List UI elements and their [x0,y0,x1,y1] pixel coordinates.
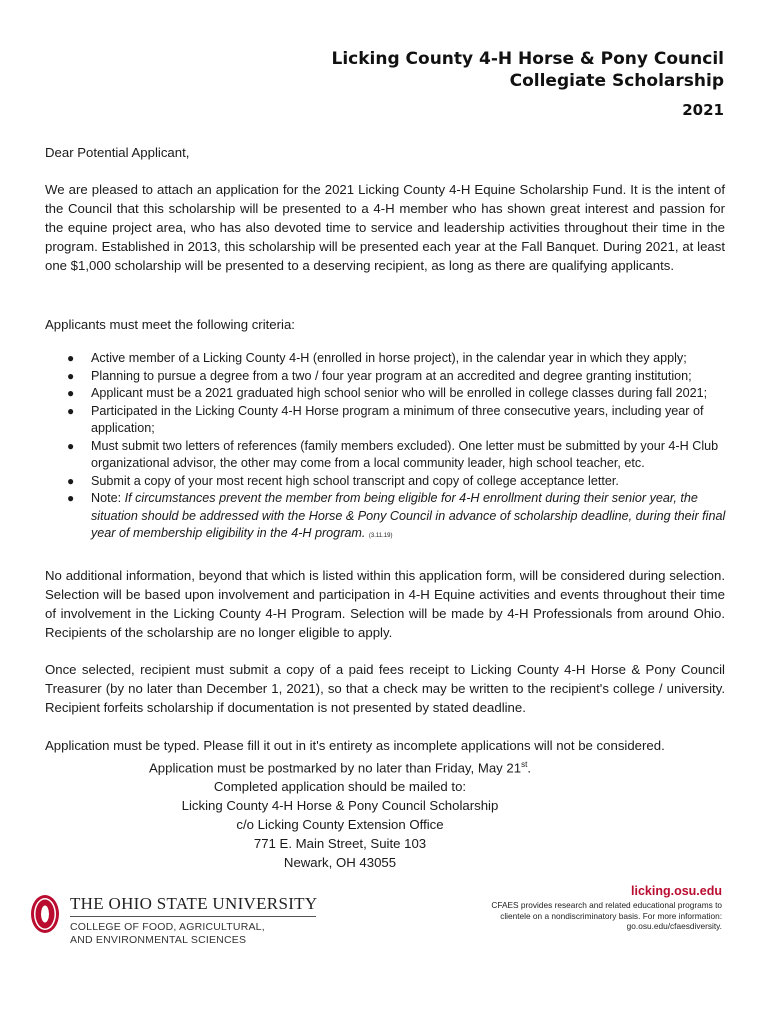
criteria-item: ● Active member of a Licking County 4-H (enrolled in horse project), in the calendar year in which they apply; [67,350,727,368]
address-line: Newark, OH 43055 [283,855,397,871]
website-link[interactable]: licking.osu.edu [631,884,722,898]
bullet-icon: ● [67,351,75,365]
scholarship-title: Collegiate Scholarship [509,71,724,91]
bullet-icon: ● [67,438,75,453]
receipt-paragraph: Once selected, recipient must submit a copy of a paid fees receipt to Licking County 4-H Horse & Pony Council Treasurer (by no later than December 1, 2021), so that a check may be written to the recipient's college / university. Recipient forfeits scholarship if documentation is not presented by stated deadline. [45,662,725,715]
criteria-item: ● Must submit two letters of references (family members excluded). One letter must be submitted by your 4-H Club organizational advisor, the other may come from a local community leader, high school teacher, etc. [67,438,719,470]
council-title: Licking County 4-H Horse & Pony Council [331,49,724,69]
note-text: If circumstances prevent the member from being eligible for 4-H enrollment during their senior year, the situation should be addressed with the Horse & Pony Council in advance of scholarship deadline, during their final year of membership eligibility in the 4-H program. [91,491,726,540]
bullet-icon: ● [67,368,75,383]
typed-instruction: Application must be typed. Please fill it out in it's entirety as incomplete applications will not be considered. [45,738,665,753]
bullet-icon: ● [67,386,75,400]
bullet-icon: ● [67,473,75,488]
criteria-item: ● Applicant must be a 2021 graduated high school senior who will be enrolled in college classes during fall 2021; [67,385,727,403]
salutation: Dear Potential Applicant, [45,145,190,160]
bullet-icon: ● [67,403,75,418]
criteria-item: ● Planning to pursue a degree from a two / four year program at an accredited and degree granting institution; [67,368,727,386]
criteria-list [67,350,727,546]
criteria-heading: Applicants must meet the following criteria: [45,317,295,332]
scholarship-year: 2021 [682,101,724,119]
osu-logo [30,892,330,952]
intro-paragraph: We are pleased to attach an application for the 2021 Licking County 4-H Equine Scholarship Fund. It is the intent of the Council that this scholarship will be presented to a 4-H member who has shown great interest and passion for the equine project area, who has also devoted time to service and leadership activities throughout their time in the program. Established in 2013, this scholarship will be presented each year at the Fall Banquet. During 2021, at least one $1,000 scholarship will be presented to a deserving recipient, as long as there are qualifying applicants. [45,182,725,273]
address-line: c/o Licking County Extension Office [236,817,444,833]
letter-header [331,48,724,120]
criteria-item: ● Submit a copy of your most recent high school transcript and copy of college acceptance letter. [67,473,727,491]
logo-divider [70,916,316,917]
bullet-icon: ● [67,491,75,505]
mail-instruction: Completed application should be mailed to: [213,779,467,795]
postmark-line: Application must be postmarked by no later than Friday, May 21st. [148,760,532,776]
note-code: (3.11.19) [368,533,393,539]
address-line: Licking County 4-H Horse & Pony Council Scholarship [181,798,499,814]
selection-paragraph: No additional information, beyond that which is listed within this application form, will be considered during selection. Selection will be based upon involvement and participation in 4-H Equine activities and events throughout their time of involvement in the Licking County 4-H Program. Selection will be made by 4-H Professionals from around Ohio. Recipients of the scholarship are no longer eligible to apply. [45,568,725,640]
university-name: THE OHIO STATE UNIVERSITY [70,894,318,913]
block-o-icon [30,894,60,934]
note-label: Note: [91,491,125,505]
footer-right [482,882,722,932]
criteria-note [67,490,727,546]
closing-block [45,736,725,872]
nondiscrimination-statement: CFAES provides research and related educational programs to clientele on a nondiscriminatory basis. For more information: go.osu.edu/cfaesdiversity. [491,900,722,931]
address-line: 771 E. Main Street, Suite 103 [253,836,427,852]
criteria-item: ● Participated in the Licking County 4-H Horse program a minimum of three consecutive years, including year of application; [67,403,704,435]
college-name: COLLEGE OF FOOD, AGRICULTURAL, AND ENVIRONMENTAL SCIENCES [70,921,265,946]
